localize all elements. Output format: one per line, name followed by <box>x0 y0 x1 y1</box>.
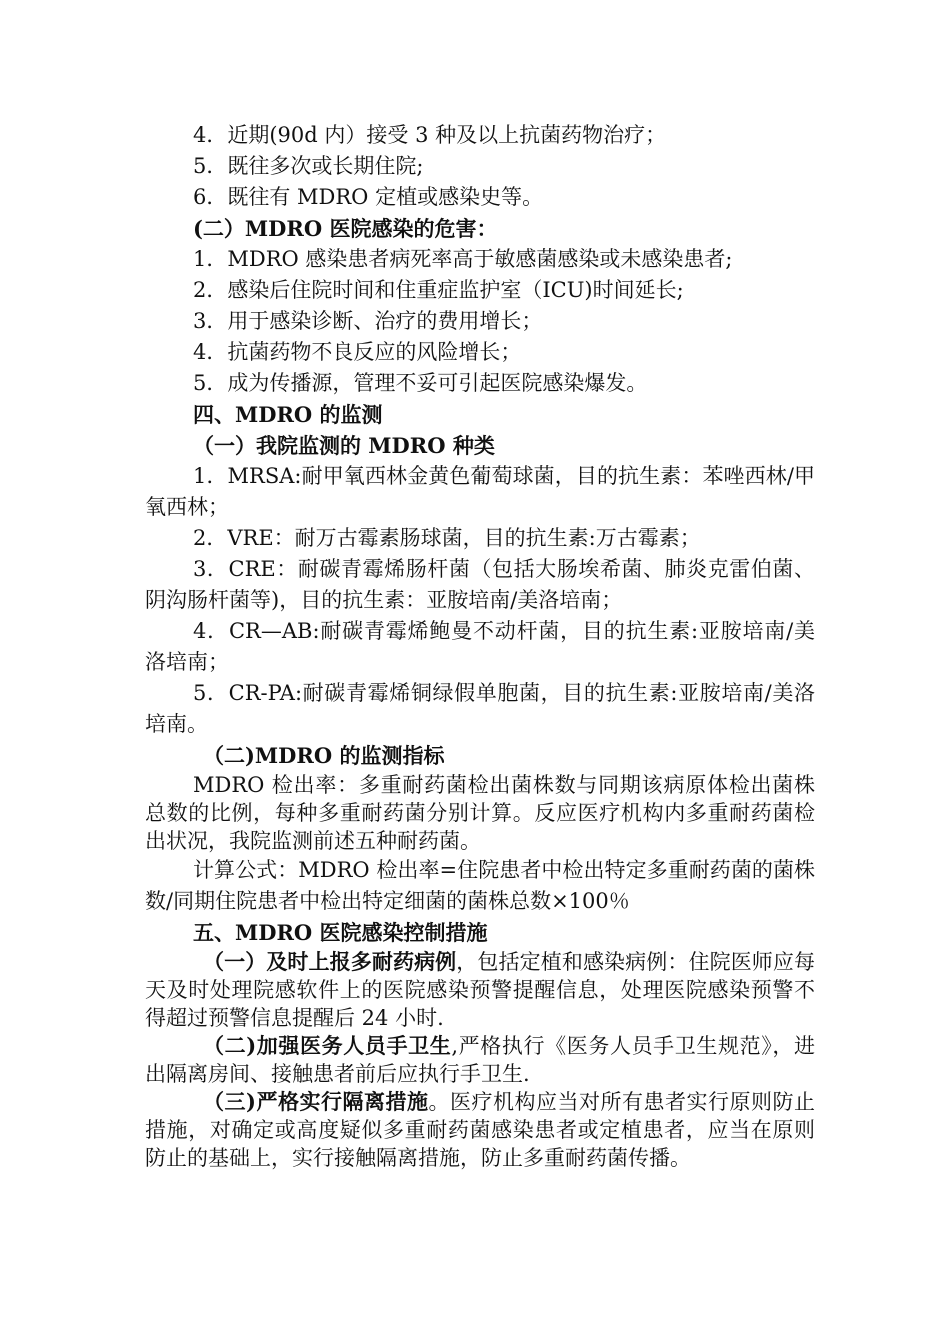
list-item: 3．CRE：耐碳青霉烯肠杆菌（包括大肠埃希菌、肺炎克雷伯菌、阴沟肠杆菌等)，目的抗生素：亚胺培南/美洛培南； <box>145 557 815 612</box>
list-item: 2．感染后住院时间和住重症监护室（ICU)时间延长; <box>193 278 684 302</box>
paragraph-text: ,严格执行《医务人员手卫生规范》，进出隔离房间、接触患者前后应执行手卫生. <box>145 1034 815 1086</box>
subsection-heading: （二)MDRO 的监测指标 <box>203 743 445 768</box>
section-heading: 四、MDRO 的监测 <box>193 402 383 427</box>
paragraph-lead: （一）及时上报多耐药病例 <box>203 949 457 974</box>
paragraph-text: 。医疗机构应当对所有患者实行原则防止措施，对确定或高度疑似多重耐药菌感染患者或定植患者，应当在原则防止的基础上，实行接触隔离措施，防止多重耐药菌传播。 <box>145 1090 816 1170</box>
section-heading: 五、MDRO 医院感染控制措施 <box>193 920 488 945</box>
paragraph-text: ，包括定植和感染病例：住院医师应每天及时处理院感软件上的医院感染预警提醒信息，处理医院感染预警不得超过预警信息提醒后 24 小时. <box>145 950 816 1030</box>
paragraph: MDRO 检出率：多重耐药菌检出菌株数与同期该病原体检出菌株总数的比例，每种多重耐药菌分别计算。反应医疗机构内多重耐药菌检出状况，我院监测前述五种耐药菌。 <box>145 773 815 853</box>
paragraph <box>145 1032 815 1088</box>
list-item: 5．成为传播源，管理不妥可引起医院感染爆发。 <box>193 371 648 395</box>
paragraph-lead: （三)严格实行隔离措施 <box>203 1089 429 1114</box>
subsection-heading: （一）我院监测的 MDRO 种类 <box>193 433 495 458</box>
list-item: 2．VRE：耐万古霉素肠球菌，目的抗生素:万古霉素； <box>193 526 701 550</box>
document-body <box>145 120 815 1172</box>
section-heading: (二）MDRO 医院感染的危害： <box>193 216 498 241</box>
paragraph <box>145 948 815 1032</box>
list-item: 5．CR-PA:耐碳青霉烯铜绿假单胞菌，目的抗生素:亚胺培南/美洛培南。 <box>145 681 815 736</box>
list-item: 6．既往有 MDRO 定植或感染史等。 <box>193 185 544 209</box>
list-item: 4．抗菌药物不良反应的风险增长； <box>193 340 522 364</box>
list-item: 1．MDRO 感染患者病死率高于敏感菌感染或未感染患者; <box>193 247 733 271</box>
list-item: 3．用于感染诊断、治疗的费用增长； <box>193 309 543 333</box>
list-item: 5．既往多次或长期住院; <box>193 154 424 178</box>
list-item: 1．MRSA:耐甲氧西林金黄色葡萄球菌，目的抗生素：苯唑西林/甲氧西林； <box>145 464 815 519</box>
list-item: 4．近期(90d 内）接受 3 种及以上抗菌药物治疗； <box>193 123 667 147</box>
paragraph-lead: （二)加强医务人员手卫生 <box>203 1033 452 1058</box>
paragraph: 计算公式：MDRO 检出率=住院患者中检出特定多重耐药菌的菌株数/同期住院患者中检出特定细菌的菌株总数×100％ <box>145 858 815 913</box>
paragraph <box>145 1088 815 1172</box>
list-item: 4．CR—AB:耐碳青霉烯鲍曼不动杆菌，目的抗生素:亚胺培南/美洛培南； <box>145 619 815 674</box>
